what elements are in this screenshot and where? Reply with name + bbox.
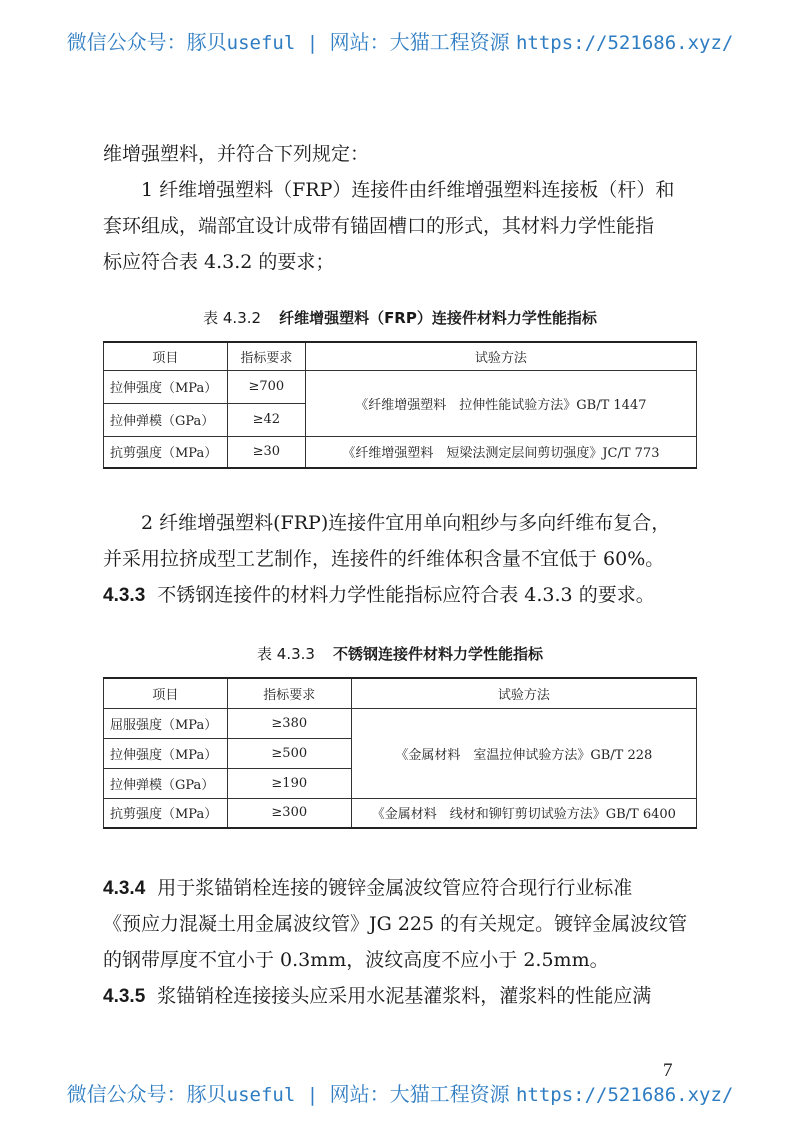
table-title: 不锈钢连接件材料力学性能指标 [332, 645, 543, 663]
clause-number: 4.3.3 [103, 585, 146, 606]
cell-requirement: ≥500 [227, 738, 351, 768]
item-1-line-3: 标应符合表 4.3.2 的要求； [103, 251, 335, 273]
watermark-site: 网站：大猫工程资源 [329, 30, 516, 54]
cell-requirement: ≥700 [227, 370, 305, 403]
cell-test-method: 《纤维增强塑料 短梁法测定层间剪切强度》JC/T 773 [305, 436, 696, 468]
table-row [104, 370, 697, 403]
cell-requirement: ≥42 [227, 403, 305, 436]
page-number: 7 [663, 1060, 673, 1081]
item-1-line-1: 1 纤维增强塑料（FRP）连接件由纤维增强塑料连接板（杆）和 [141, 179, 675, 201]
watermark-account: 微信公众号：豚贝 [66, 1082, 227, 1106]
table-header-row [104, 678, 697, 708]
table-4-3-2 [103, 341, 697, 469]
cell-item: 抗剪强度（MPa） [104, 798, 228, 828]
cell-item: 拉伸强度（MPa） [104, 738, 228, 768]
clause-4-3-3 [103, 577, 703, 614]
clause-number: 4.3.5 [103, 986, 146, 1007]
clause-4-3-4-line-2: 《预应力混凝土用金属波纹管》JG 225 的有关规定。镀锌金属波纹管 [103, 913, 688, 935]
cell-requirement: ≥300 [227, 798, 351, 828]
watermark-footer [0, 1078, 800, 1107]
cell-item: 拉伸强度（MPa） [104, 370, 228, 403]
table-number: 表 4.3.2 [203, 309, 262, 327]
table-row [104, 798, 697, 828]
item-2-line-1: 2 纤维增强塑料(FRP)连接件宜用单向粗纱与多向纤维布复合， [141, 512, 671, 534]
cell-test-method: 《金属材料 线材和铆钉剪切试验方法》GB/T 6400 [351, 798, 696, 828]
cell-test-method: 《金属材料 室温拉伸试验方法》GB/T 228 [351, 708, 696, 798]
clause-text: 用于浆锚销栓连接的镀锌金属波纹管应符合现行行业标准 [157, 877, 633, 899]
item-2-line-2: 并采用拉挤成型工艺制作，连接件的纤维体积含量不宜低于 60%。 [103, 548, 665, 570]
table-4-3-3-caption [103, 643, 697, 664]
table-4-3-3 [103, 677, 697, 829]
header-test-method: 试验方法 [305, 342, 696, 370]
header-item: 项目 [104, 342, 228, 370]
cell-item: 抗剪强度（MPa） [104, 436, 228, 468]
clause-number: 4.3.4 [103, 878, 146, 899]
watermark-account: 微信公众号：豚贝 [66, 30, 227, 54]
cell-item: 拉伸弹模（GPa） [104, 403, 228, 436]
item-1-line-2: 套环组成，端部宜设计成带有锚固槽口的形式，其材料力学性能指 [103, 215, 655, 237]
clause-4-3-4-line-3: 的钢带厚度不宜小于 0.3mm，波纹高度不应小于 2.5mm。 [103, 949, 609, 971]
cell-requirement: ≥190 [227, 768, 351, 798]
header-test-method: 试验方法 [351, 678, 696, 708]
header-item: 项目 [104, 678, 228, 708]
watermark-site: 网站：大猫工程资源 [329, 1082, 516, 1106]
cell-item: 拉伸弹模（GPa） [104, 768, 228, 798]
watermark-url[interactable]: https://521686.xyz/ [515, 32, 734, 54]
table-4-3-2-caption [103, 307, 697, 328]
table-title: 纤维增强塑料（FRP）连接件材料力学性能指标 [279, 309, 597, 327]
paragraph-continuation: 维增强塑料，并符合下列规定： [103, 143, 370, 165]
cell-requirement: ≥380 [227, 708, 351, 738]
cell-requirement: ≥30 [227, 436, 305, 468]
watermark-header [0, 26, 800, 55]
cell-item: 屈服强度（MPa） [104, 708, 228, 738]
clause-4-3-5 [103, 978, 703, 1015]
watermark-separator: | [295, 1084, 330, 1106]
watermark-useful: useful [226, 32, 296, 54]
watermark-url[interactable]: https://521686.xyz/ [515, 1084, 734, 1106]
clause-4-3-4-line-1 [103, 870, 703, 907]
clause-text: 不锈钢连接件的材料力学性能指标应符合表 4.3.3 的要求。 [157, 584, 655, 606]
header-requirement: 指标要求 [227, 342, 305, 370]
table-header-row [104, 342, 697, 370]
watermark-useful: useful [226, 1084, 296, 1106]
header-requirement: 指标要求 [227, 678, 351, 708]
table-row [104, 708, 697, 738]
watermark-separator: | [295, 32, 330, 54]
table-number: 表 4.3.3 [257, 645, 315, 663]
table-row [104, 436, 697, 468]
cell-test-method: 《纤维增强塑料 拉伸性能试验方法》GB/T 1447 [305, 370, 696, 436]
clause-text: 浆锚销栓连接接头应采用水泥基灌浆料，灌浆料的性能应满 [157, 985, 652, 1007]
